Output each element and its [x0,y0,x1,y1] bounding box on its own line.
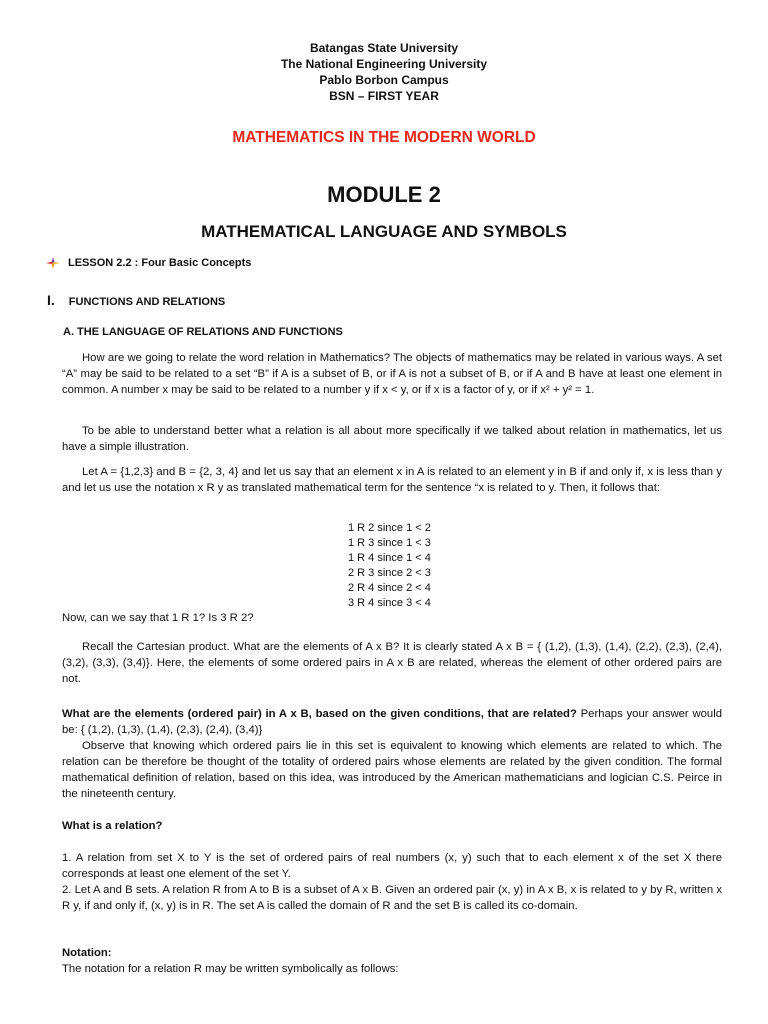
relation-item: 2 R 3 since 2 < 3 [348,567,431,579]
university-name: Batangas State University [309,41,459,55]
relation-item: 1 R 4 since 1 < 4 [348,552,431,564]
paragraph-example: Let A = {1,2,3} and B = {2, 3, 4} and let us say that an element x in A is related to an element y in B if and only if, x is less than y and let us use the notation x R y as translated mathematical term for the sentence “x is related to y. Then, it follows that: [62,466,722,494]
notation-heading: Notation: [62,947,112,959]
course-title: MATHEMATICS IN THE MODERN WORLD [232,129,536,146]
section-heading [47,292,225,308]
paragraph-illustration: To be able to understand better what a relation is all about more specifically if we talked about relation in mathematics, let us have a simple illustration. [62,425,722,453]
definition-1: 1. A relation from set X to Y is the set of ordered pairs of real numbers (x, y) such that to each element x of the set X there corresponds at least one element of the set Y. [62,852,722,880]
paragraph-cartesian: Recall the Cartesian product. What are the elements of A x B? It is clearly stated A x B = { (1,2), (1,3), (1,4), (2,2), (2,3), (2,4), (3,2), (3,3), (3,4)}. Here, the elements of some ordered pairs in A x B are related, whereas the element of other ordered pairs are not. [62,641,722,685]
question-line: Now, can we say that 1 R 1? Is 3 R 2? [62,612,254,624]
university-tagline: The National Engineering University [280,57,488,71]
section-title: FUNCTIONS AND RELATIONS [68,296,226,308]
year-level: BSN – FIRST YEAR [329,89,439,103]
relation-item: 2 R 4 since 2 < 4 [348,582,431,594]
lesson-heading [46,257,251,269]
module-subtitle: MATHEMATICAL LANGUAGE AND SYMBOLS [201,222,567,241]
related-pairs-question: What are the elements (ordered pair) in A x B, based on the given conditions, that are related? [62,708,577,720]
document-header [0,40,768,104]
notation-text: The notation for a relation R may be written symbolically as follows: [62,963,399,975]
lesson-label: LESSON 2.2 : Four Basic Concepts [68,257,252,269]
related-pairs-answer: Perhaps your answer would be: { (1,2), (1,3), (1,4), (2,3), (2,4), (3,4)} [62,708,722,736]
relation-item: 1 R 2 since 1 < 2 [348,522,431,534]
section-numeral: I. [47,292,55,308]
definition-2: 2. Let A and B sets. A relation R from A to B is a subset of A x B. Given an ordered pair (x, y) in A x B, x is related to y by R, written x R y, if and only if, (x, y) is in R. The set A is called the domain of R and the set B is called its co-domain. [62,884,722,912]
subsection-heading: A. THE LANGUAGE OF RELATIONS AND FUNCTIONS [63,326,343,338]
relation-item: 3 R 4 since 3 < 4 [348,597,431,609]
paragraph-peirce: Observe that knowing which ordered pairs lie in this set is equivalent to knowing which elements are related to which. The relation can be therefore be thought of the totality of ordered pairs whose elements are related by the given condition. The formal mathematical definition of relation, based on this idea, was introduced by the American mathematicians and logician C.S. Peirce in the nineteenth century. [62,740,722,800]
campus-name: Pablo Borbon Campus [319,73,449,87]
relation-item: 1 R 3 since 1 < 3 [348,537,431,549]
paragraph-intro: How are we going to relate the word relation in Mathematics? The objects of mathematics may be related in various ways. A set “A” may be said to be related to a set “B” if A is a subset of B, or if A is not a subset of B, or if A and B have at least one element in common. A number x may be said to be related to a number y if x < y, or if x is a factor of y, or if x² + y² = 1. [62,352,722,396]
what-is-relation-heading: What is a relation? [62,820,163,832]
paragraph-related-pairs [62,706,722,738]
relation-list [348,521,431,611]
module-title: MODULE 2 [327,182,441,207]
compass-bullet-icon [46,257,60,269]
